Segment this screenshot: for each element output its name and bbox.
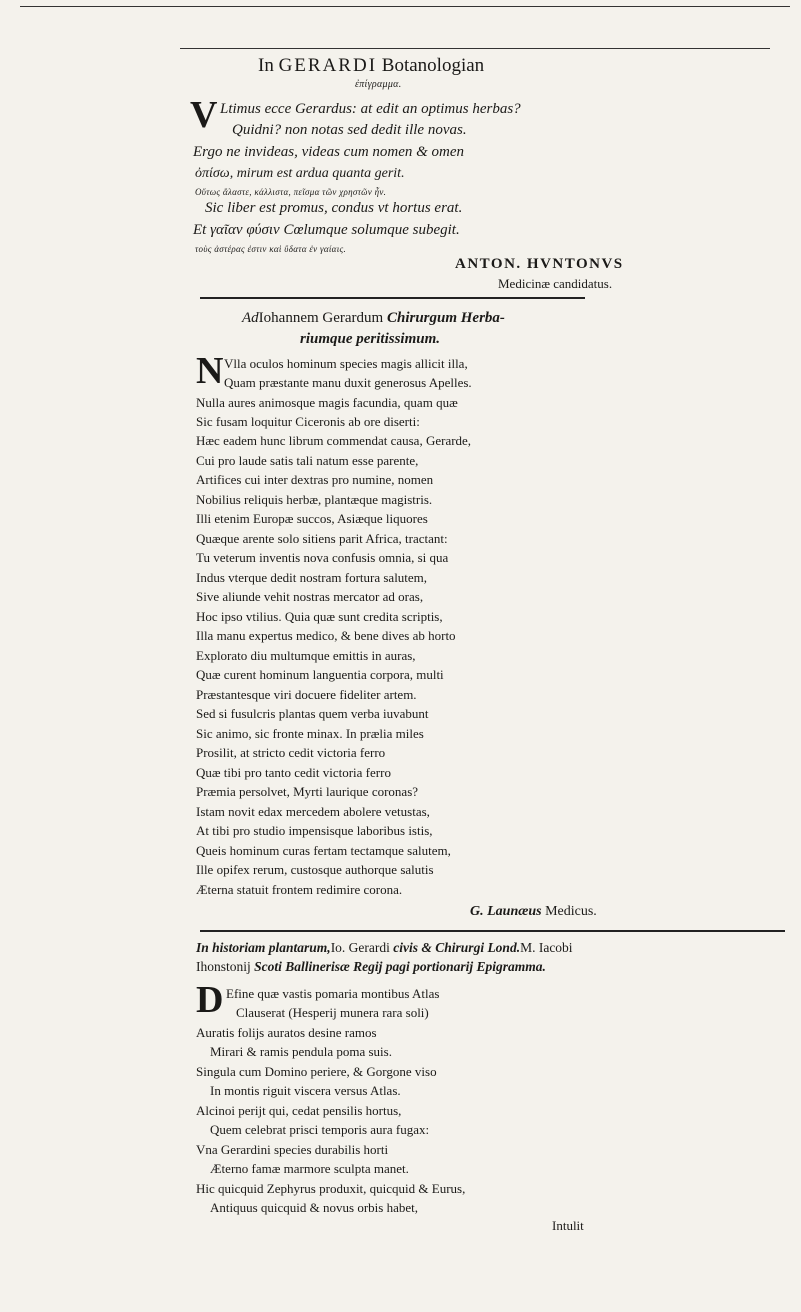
heading-it2: civis & Chirurgi Lond. [393, 940, 521, 955]
heading-it3: Scoti Ballinerisæ Regij pagi portionarij Epigramma. [254, 959, 546, 974]
poem2-line: Quæque arente solo sitiens parit Africa, tractant: [196, 531, 448, 546]
poem3-line: Antiquus quicquid & novus orbis habet, [210, 1200, 418, 1215]
poem2-line: Hoc ipso vtilius. Quia quæ sunt credita scriptis, [196, 609, 443, 624]
title-prefix: In [258, 55, 274, 76]
heading-rest: Chirurgum Herba- [386, 310, 505, 326]
greek-subtitle: ἐπίγραμμα. [355, 79, 402, 90]
catchword: Intulit [552, 1218, 584, 1233]
title-suffix: Botanologian [381, 55, 485, 76]
poem1-line: Ltimus ecce Gerardus: at edit an optimus herbas? [220, 101, 521, 117]
poem1-line: ὀπίσω, mirum est ardua quanta gerit. [195, 166, 405, 181]
poem2-line: Sic animo, sic fronte minax. In prælia miles [196, 726, 424, 741]
poem2-line: Sed si fusulcris plantas quem verba iuvabunt [196, 706, 429, 721]
section-rule [200, 930, 785, 932]
poem3-line: Auratis folijs auratos desine ramos [196, 1025, 377, 1040]
poem3-line: Efine quæ vastis pomaria montibus Atlas [226, 986, 440, 1001]
title-name: GERARDI [278, 55, 378, 76]
poem2-line: Quæ curent hominum languentia corpora, multi [196, 667, 444, 682]
poem3-heading [196, 940, 573, 956]
poem2-line: Quam præstante manu duxit generosus Apelles. [224, 375, 472, 390]
poem2-line: Nulla aures animosque magis facundia, quam quæ [196, 395, 458, 410]
poem2-line: At tibi pro studio impensisque laboribus istis, [196, 823, 433, 838]
poem2-line: Istam novit edax mercedem abolere vetustas, [196, 804, 430, 819]
heading-it1: In historiam plantarum, [196, 940, 331, 955]
poem1-line: Ergo ne invideas, videas cum nomen & omen [193, 144, 465, 160]
poem2-line: Tu veterum inventis nova confusis omnia, si qua [196, 550, 449, 565]
poem3-line: Singula cum Domino periere, & Gorgone viso [196, 1064, 437, 1079]
poem2-line: Illi etenim Europæ succos, Asiæque liquores [196, 511, 428, 526]
poem2-line: Æterna statuit frontem redimire corona. [196, 882, 403, 897]
heading-name3: Ihonstonij [196, 959, 251, 974]
signature-title: Medicus. [545, 904, 597, 919]
poem2-line: Vlla oculos hominum species magis allicit illa, [224, 356, 468, 371]
dropcap-n: N [196, 350, 224, 392]
poem1-author: ANTON. HVNTONVS [455, 256, 624, 272]
poem3-line: Hic quicquid Zephyrus produxit, quicquid & Eurus, [196, 1181, 466, 1196]
poem2-line: Explorato diu multumque emittis in auras, [196, 648, 416, 663]
top-rule [20, 6, 790, 7]
poem3-line: Mirari & ramis pendula poma suis. [210, 1044, 392, 1059]
poem3-line: Vna Gerardini species durabilis horti [196, 1142, 389, 1157]
poem2-line: Sic fusam loquitur Ciceronis ab ore diserti: [196, 414, 420, 429]
poem2-line: Nobilius reliquis herbæ, plantæque magistris. [196, 492, 433, 507]
poem2-heading-line2: riumque peritissimum. [300, 331, 441, 347]
poem2-line: Præmia persolvet, Myrti laurique coronas? [196, 784, 419, 799]
poem3-heading-line2 [196, 959, 546, 975]
heading-name1: Io. Gerardi [330, 940, 390, 955]
signature-name: G. Launæus [470, 904, 542, 919]
poem1-line: Sic liber est promus, condus vt hortus erat. [205, 200, 463, 216]
poem3-line: Quem celebrat prisci temporis aura fugax: [210, 1122, 430, 1137]
page-title [258, 55, 484, 77]
poem2-line: Ille opifex rerum, custosque authorque salutis [196, 862, 434, 877]
poem2-line: Sive aliunde vehit nostras mercator ad oras, [196, 589, 424, 604]
poem1-greek-line: Οὕτως ἄλαστε, κάλλιστα, πεῖσμα τῶν χρηστῶν ἦν. [195, 187, 387, 197]
poem2-line: Artifices cui inter dextras pro numine, nomen [196, 472, 434, 487]
poem2-line: Prosilit, at stricto cedit victoria ferro [196, 745, 386, 760]
heading-ad: Ad [242, 310, 259, 326]
poem3-line: Æterno famæ marmore sculpta manet. [210, 1161, 409, 1176]
poem1-author-title: Medicinæ candidatus. [498, 276, 613, 291]
poem1-line: Quidni? non notas sed dedit ille novas. [232, 122, 467, 138]
poem2-line: Præstantesque viri docuere fideliter artem. [196, 687, 417, 702]
poem2-line: Indus vterque dedit nostram fortura salutem, [196, 570, 428, 585]
poem2-line: Queis hominum curas fertam tectamque salutem, [196, 843, 451, 858]
heading-name2: M. Iacobi [520, 940, 573, 955]
poem1-greek-line: τοὺς ἀστέρας ἐστιν καὶ ὕδατα ἐν γαίαις. [195, 244, 346, 254]
poem1-line: Et γαῖαν φύσιν Cœlumque solumque subegit. [193, 222, 460, 238]
dropcap-d: D [196, 979, 224, 1021]
poem2-heading [242, 310, 505, 327]
poem2-line: Cui pro laude satis tali natum esse parente, [196, 453, 419, 468]
header-rule [180, 48, 770, 49]
poem3-line: Clauserat (Hesperij munera rara soli) [236, 1005, 429, 1020]
poem2-signature [470, 904, 597, 920]
poem2-line: Quæ tibi pro tanto cedit victoria ferro [196, 765, 391, 780]
section-rule [200, 297, 585, 299]
poem3-line: Alcinoi perijt qui, cedat pensilis hortus, [196, 1103, 402, 1118]
poem3-line: In montis riguit viscera versus Atlas. [210, 1083, 401, 1098]
dropcap-v: V [190, 94, 218, 136]
poem2-line: Hæc eadem hunc librum commendat causa, Gerarde, [196, 433, 472, 448]
poem2-line: Illa manu expertus medico, & bene dives ab horto [196, 628, 456, 643]
heading-name: Iohannem Gerardum [258, 310, 384, 326]
